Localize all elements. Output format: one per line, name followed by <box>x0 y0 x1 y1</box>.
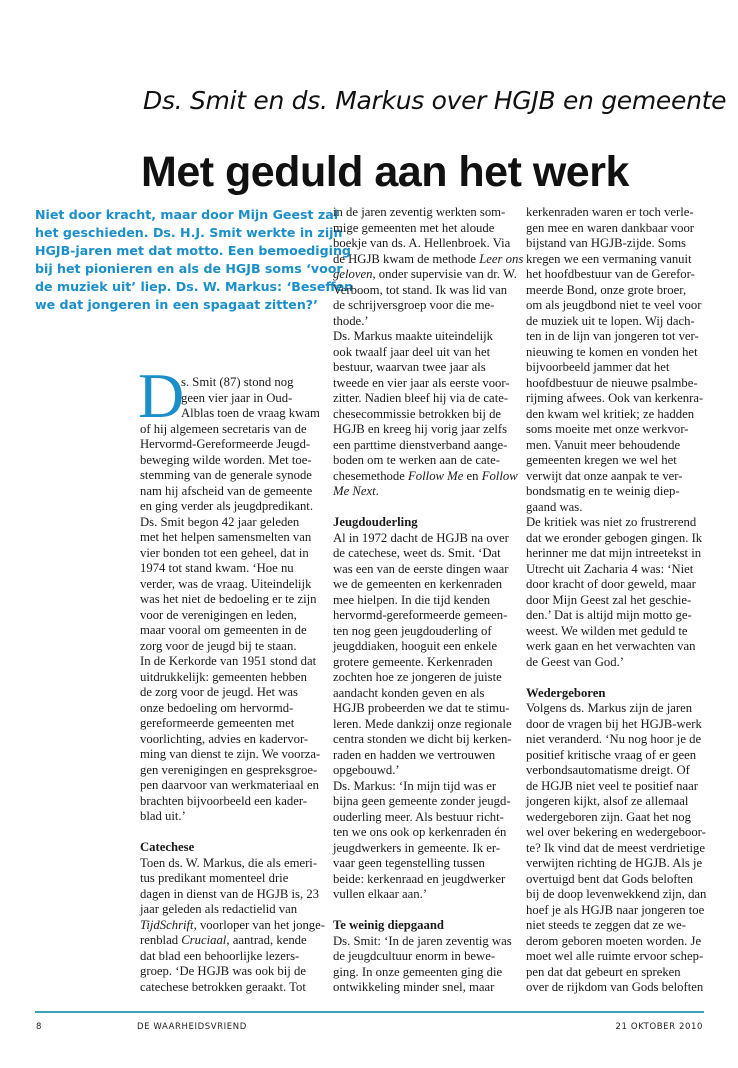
text-line: ten nog geen jeugdouderling of <box>333 623 492 638</box>
text-line: in de jaren zeventig werkten som- <box>333 205 506 219</box>
text-line: jaar geleden als redactielid van <box>140 902 298 916</box>
text-line: zochten hoe ze jongeren de juiste <box>333 670 502 684</box>
text-line: over de rijkdom van Gods beloften <box>526 980 704 994</box>
text-line: ten in de lijn van jongeren tot ver- <box>526 329 699 343</box>
article-headline: Met geduld aan het werk <box>141 148 629 196</box>
text-segment: . <box>375 484 379 498</box>
text-line: bestuur, waarvan twee jaar als <box>333 360 486 374</box>
text-line: gemeenten kregen we wel het <box>526 453 677 467</box>
text-line: Volgens ds. Markus zijn de jaren <box>526 701 693 715</box>
text-line: was het niet de bedoeling er te zijn <box>140 592 317 606</box>
intro-line: we dat jongeren in een spagaat zitten?’ <box>35 297 318 312</box>
text-line: grotere gemeente. Kerkenraden <box>333 654 493 669</box>
text-line: jeugddiaken, hooguit een enkele <box>333 639 498 653</box>
text-line: HGJB probeerden we dat te stimu- <box>333 701 510 715</box>
text-line: Ds. Smit begon 42 jaar geleden <box>140 514 300 529</box>
text-line: gen mee en waren dankbaar voor <box>526 220 695 235</box>
italic-title: Leer ons <box>479 251 524 266</box>
text-line: Verboom, tot stand. Ik was lid van <box>333 282 508 297</box>
text-line: verbondsautomatisme dreigt. Of <box>526 763 690 777</box>
text-line: een parttime dienstverband aange- <box>333 437 508 452</box>
text-line: gaand was. <box>526 499 583 514</box>
text-line: ten we ons ook op kerkenraden én <box>333 825 507 839</box>
text-line: bij de doop levenwekkend zijn, dan <box>526 887 707 901</box>
text-line: het hoofdbestuur van de Gerefor- <box>526 267 695 281</box>
italic-title: Follow <box>481 468 518 483</box>
text-line: soms moeite met onze werkvor- <box>526 422 689 436</box>
text-line: verwijten richting de HGJB. Als je <box>526 856 703 870</box>
blank-line <box>333 500 517 516</box>
text-line <box>333 484 517 500</box>
italic-title: geloven <box>333 267 373 281</box>
text-line: Al in 1972 dacht de HGJB na over <box>333 530 509 545</box>
text-line: stemming van de generale synode <box>140 468 312 482</box>
text-line: men. Vanuit meer behoudende <box>526 437 681 452</box>
text-line: beweging wilde worden. Met toe- <box>140 452 312 467</box>
text-line: de HGJB niet veel te positief naar <box>526 778 698 793</box>
text-line: verwijt dat onze aanpak te ver- <box>526 468 683 483</box>
text-line: den.’ Dat is altijd mijn motto ge- <box>526 608 692 622</box>
text-line <box>140 933 324 949</box>
text-line: bondsmatig en te weinig diep- <box>526 484 680 498</box>
text-line: met het helpen samensmelten van <box>140 530 312 544</box>
section-heading: Jeugdouderling <box>333 515 418 529</box>
text-line: wedergeboren zijn. Gaat het nog <box>526 809 691 824</box>
text-line: uitdrukkelijk: gemeenten hebben <box>140 669 308 684</box>
text-line: hervormd-gereformeerde gemeen- <box>333 608 508 622</box>
italic-title: Cruciaal <box>181 933 227 947</box>
text-line: gen verenigingen en gespreksgroe- <box>140 762 318 777</box>
text-line: chesecommissie betrokken bij de <box>333 406 502 421</box>
text-segment: , aantrad, kende <box>226 933 307 947</box>
body-column-2 <box>333 205 524 996</box>
italic-title: TijdSchrift <box>140 917 194 932</box>
text-line: onze bedoeling om hervormd- <box>140 700 294 715</box>
text-line: tweede en vier jaar als eerste voor- <box>333 375 510 390</box>
text-line <box>333 251 524 268</box>
text-line: opgebouwd.’ <box>333 763 400 777</box>
text-line: bijstand van HGJB-zijde. Soms <box>526 236 686 250</box>
text-segment: chesemethode <box>333 468 409 483</box>
blank-line <box>140 825 324 841</box>
text-line: voorlichting, advies en kadervor- <box>140 731 309 746</box>
text-line: brachten bijvoorbeeld een kader- <box>140 793 308 808</box>
text-line: ontwikkeling minder snel, maar <box>333 980 495 994</box>
text-line: door de vragen bij het HGJB-werk <box>526 716 702 731</box>
text-line: zitter. Nadien bleef hij via de cate- <box>333 391 509 405</box>
text-line: s. Smit (87) stond nog <box>181 375 294 389</box>
text-line: dagen in dienst van de HGJB is, 23 <box>140 886 320 901</box>
text-line: 1974 tot stand kwam. ‘Hoe nu <box>140 561 294 575</box>
text-line: ook twaalf jaar deel uit van het <box>333 344 491 359</box>
body-column-1 <box>140 375 324 995</box>
text-line: vier bonden tot een geheel, dat in <box>140 545 309 560</box>
text-line: nam hij afscheid van de gemeente <box>140 483 313 498</box>
text-line: boden om te werken aan de cate- <box>333 453 500 467</box>
text-line: maar vooral om gemeenten in de <box>140 623 307 637</box>
text-line: thode.’ <box>333 313 369 328</box>
text-segment: , onder supervisie van dr. W. <box>372 267 517 281</box>
text-line: om als jeugdbond niet te veel voor <box>526 298 702 312</box>
text-line: overtuigd bent dat Gods beloften <box>526 871 694 886</box>
intro-line: Niet door kracht, maar door Mijn Geest zal <box>35 207 339 222</box>
text-line: leren. Mede dankzij onze regionale <box>333 716 512 731</box>
text-line: de muziek uit te lopen. Wij dach- <box>526 313 695 328</box>
section-heading: Catechese <box>140 840 195 854</box>
text-line: boekje van ds. A. Hellenbroek. Via <box>333 236 511 250</box>
text-line: De kritiek was niet zo frustrerend <box>526 515 697 529</box>
body-column-3 <box>526 205 714 996</box>
text-line: verder, was de vraag. Uiteindelijk <box>140 576 312 591</box>
text-line: door Mijn Geest zal het geschie- <box>526 592 692 607</box>
italic-title: Me Next <box>333 484 376 498</box>
text-line: de Geest van God.’ <box>526 654 624 669</box>
text-line: de schrijversgroep voor die me- <box>333 298 495 312</box>
intro-line: de muziek uit’ liep. Ds. W. Markus: ‘Beseffen <box>35 279 354 294</box>
text-line: Utrecht uit Zacharia 4 was: ‘Niet <box>526 561 694 576</box>
text-line: niet steeds te zeggen dat ze we- <box>526 918 686 932</box>
text-line: vullen elkaar aan.’ <box>333 887 428 901</box>
text-line: door kracht of door geweld, maar <box>526 577 696 591</box>
text-line: kerkenraden waren er toch verle- <box>526 205 694 219</box>
text-line: Hervormd-Gereformeerde Jeugd- <box>140 437 311 451</box>
article-kicker: Ds. Smit en ds. Markus over HGJB en gemeente <box>143 86 727 115</box>
publication-name: DE WAARHEIDSVRIEND <box>137 1022 247 1032</box>
text-line: ouderling meer. Als bestuur richt- <box>333 809 504 824</box>
text-line: pen daarvoor van werkmateriaal en <box>140 778 319 792</box>
text-line: niet veranderd. ‘Nu nog hoor je de <box>526 732 702 746</box>
text-line: gereformeerde gemeenten met <box>140 716 295 730</box>
text-line: kregen we een vermaning vanuit <box>526 251 692 266</box>
intro-line: HGJB-jaren met dat motto. Een bemoediging <box>35 243 351 258</box>
text-line: moet wel alle ruimte ervoor schep- <box>526 949 704 963</box>
text-line: jeugdwerkers in gemeente. Ik er- <box>333 840 501 855</box>
text-line: In de Kerkorde van 1951 stond dat <box>140 654 317 668</box>
text-line: de jeugdcultuur enorm in bewe- <box>333 949 496 963</box>
text-line: Ds. Markus: ‘In mijn tijd was er <box>333 778 497 793</box>
text-line: hoef je als HGJB naar jongeren toe <box>526 902 705 917</box>
text-line: zorg voor de jeugd bij te staan. <box>140 638 297 653</box>
text-line: was een van de eerste dingen waar <box>333 561 509 576</box>
text-line: tus predikant momenteel drie <box>140 871 289 885</box>
section-heading: Wedergeboren <box>526 685 606 700</box>
text-line: bijvoorbeeld jammer dat het <box>526 360 670 374</box>
blank-line <box>333 903 517 919</box>
text-line: Ds. Smit: ‘In de jaren zeventig was <box>333 933 512 948</box>
text-line: we de gemeenten en kerkenraden <box>333 577 503 591</box>
italic-title: Follow Me <box>408 468 464 483</box>
text-line: ging. In onze gemeenten ging die <box>333 964 503 979</box>
text-line: weest. We wilden met geduld te <box>526 623 688 638</box>
text-line: bijna geen gemeente zonder jeugd- <box>333 794 511 808</box>
text-line: beide: kerkenraad en jeugdwerker <box>333 871 506 886</box>
text-line: dat we eronder gebogen gingen. Ik <box>526 530 703 545</box>
text-line: nieuwing te komen en vonden het <box>526 344 698 359</box>
text-line: pen dat dat gebeurt en spreken <box>526 964 681 979</box>
text-line: jongeren kijkt, alsof ze allemaal <box>526 794 689 808</box>
text-line: vaar geen tegenstelling tussen <box>333 856 485 870</box>
footer-divider <box>35 1011 704 1013</box>
text-line: de zorg voor de jeugd. Het was <box>140 685 298 699</box>
text-line: werk gaan en het verwachten van <box>526 639 696 653</box>
text-line: ming van dienst te zijn. We voorza- <box>140 747 321 761</box>
text-segment: en <box>463 468 482 483</box>
page-number: 8 <box>36 1022 43 1032</box>
text-line: hoofdbestuur de nieuwe psalmbe- <box>526 375 698 390</box>
text-line <box>140 918 324 934</box>
text-line: centra stonden we dicht bij kerken- <box>333 732 512 746</box>
text-line: voor de verenigingen en leden, <box>140 607 297 622</box>
text-line: mige gemeenten met het aloude <box>333 220 495 235</box>
text-line: derom geboren moeten worden. Je <box>526 933 702 948</box>
intro-line: bij het pionieren en als de HGJB soms ‘voor <box>35 261 343 276</box>
text-line: meerde Bond, onze grote broer, <box>526 282 687 297</box>
text-line <box>333 469 517 485</box>
text-line: raden en hadden we vertrouwen <box>333 747 496 762</box>
text-line: dat blad een behoorlijke lezers- <box>140 948 300 963</box>
drop-cap: D <box>138 360 185 431</box>
text-line: den kwam wel kritiek; ze hadden <box>526 406 695 421</box>
text-line: blad uit.’ <box>140 809 186 823</box>
text-line: Toen ds. W. Markus, die als emeri- <box>140 855 318 870</box>
text-line: positief kritische vraag of er geen <box>526 747 697 762</box>
text-line: en ging verder als jeugdpredikant. <box>140 499 313 513</box>
text-line: geen vier jaar in Oud- <box>181 390 293 405</box>
text-line: of hij algemeen secretaris van de <box>140 421 307 436</box>
text-segment: de HGJB kwam de methode <box>333 251 480 266</box>
text-line: catechese betrokken geraakt. Tot <box>140 979 306 994</box>
text-line: Alblas toen de vraag kwam <box>181 406 320 420</box>
text-line: wel over bekering en wedergeboor- <box>526 825 706 839</box>
text-line: de catechese, weet ds. Smit. ‘Dat <box>333 546 501 560</box>
text-line: Ds. Markus maakte uiteindelijk <box>333 329 493 343</box>
blank-line <box>526 670 714 686</box>
text-line: rijming afwees. Ook van kerkenra- <box>526 391 704 405</box>
text-line: HGJB en kreeg hij vorig jaar zelfs <box>333 422 508 436</box>
text-line: aandacht konden geven en als <box>333 685 485 700</box>
text-line: herinner me dat mijn intreetekst in <box>526 546 702 560</box>
text-segment: renblad <box>140 933 182 947</box>
section-heading: Te weinig diepgaand <box>333 918 444 932</box>
text-line: mee hielpen. In die tijd kenden <box>333 592 491 607</box>
text-segment: , voorloper van het jonge- <box>193 917 326 932</box>
intro-line: het geschieden. Ds. H.J. Smit werkte in zijn <box>35 225 343 240</box>
text-line: te? Ik vind dat de meest verdrietige <box>526 840 705 855</box>
text-line <box>333 267 517 283</box>
text-line: groep. ‘De HGJB was ook bij de <box>140 964 306 978</box>
issue-date: 21 OKTOBER 2010 <box>615 1022 703 1032</box>
